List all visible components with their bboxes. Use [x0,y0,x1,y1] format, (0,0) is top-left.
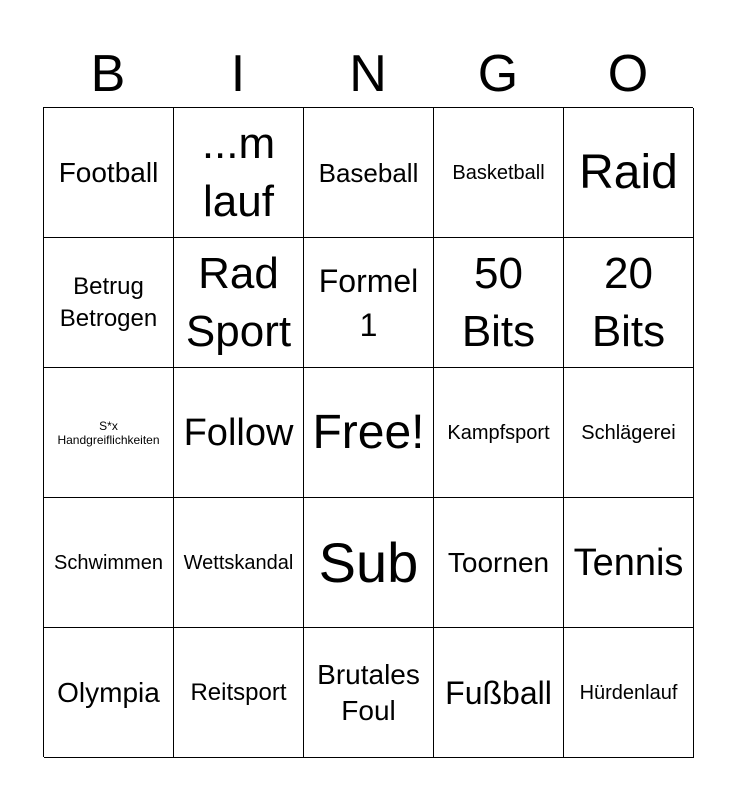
bingo-cell[interactable] [434,628,564,758]
cell-label: 50 Bits [461,248,536,356]
cell-label: Fußball [445,674,552,711]
bingo-cell[interactable] [304,498,434,628]
cell-label: Schwimmen [54,551,163,574]
cell-label: Toornen [447,546,550,578]
bingo-cell[interactable] [304,108,434,238]
header-letter-n: N [349,45,387,103]
cell-label: Betrug Betrogen [59,272,158,332]
free-space-cell[interactable] [304,368,434,498]
bingo-cell[interactable] [174,628,304,758]
free-space-label: Free! [312,405,425,459]
cell-label: Baseball [318,157,419,188]
bingo-cell[interactable] [564,238,694,368]
cell-label: Sub [318,530,419,594]
cell-label: ...m lauf [201,118,276,226]
bingo-cell[interactable] [304,238,434,368]
bingo-cell[interactable] [304,628,434,758]
cell-label: Formel 1 [318,262,419,343]
bingo-cell[interactable] [44,498,174,628]
bingo-cell[interactable] [434,368,564,498]
cell-label: Basketball [452,161,545,184]
bingo-card [43,107,693,757]
bingo-cell[interactable] [174,108,304,238]
cell-label: Raid [579,145,678,199]
bingo-cell[interactable] [44,108,174,238]
bingo-cell[interactable] [44,238,174,368]
cell-label: Tennis [573,541,684,584]
bingo-cell[interactable] [434,108,564,238]
cell-label: Olympia [57,676,160,708]
cell-label: Wettskandal [183,551,294,574]
bingo-cell[interactable] [44,628,174,758]
bingo-cell[interactable] [434,238,564,368]
cell-label: 20 Bits [591,248,666,356]
cell-label: Football [58,156,159,188]
cell-label: Kampfsport [447,421,550,444]
cell-label: Reitsport [190,678,287,706]
bingo-cell[interactable] [564,368,694,498]
header-letter-b: B [90,45,126,103]
cell-label: Brutales Foul [317,658,420,726]
cell-label: Rad Sport [185,248,292,356]
bingo-cell[interactable] [564,628,694,758]
header-letter-g: G [477,45,519,103]
bingo-cell[interactable] [174,498,304,628]
cell-label: Schlägerei [581,421,676,444]
cell-label: S*x Handgreiflichkeiten [57,418,160,447]
cell-label: Hürdenlauf [579,681,678,704]
bingo-cell[interactable] [174,238,304,368]
bingo-cell[interactable] [44,368,174,498]
cell-label: Follow [183,411,294,454]
bingo-cell[interactable] [564,498,694,628]
bingo-header [43,40,693,108]
header-letter-i: I [230,45,246,103]
bingo-cell[interactable] [434,498,564,628]
header-letter-o: O [607,45,649,103]
bingo-cell[interactable] [564,108,694,238]
bingo-cell[interactable] [174,368,304,498]
